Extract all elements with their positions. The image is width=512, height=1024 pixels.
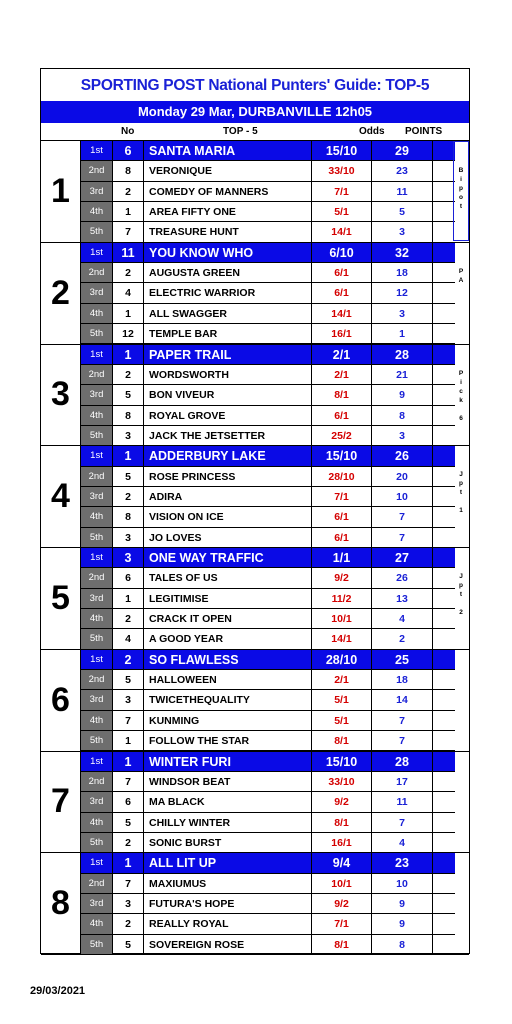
odds-value: 2/1 [311, 345, 371, 364]
horse-name: TALES OF US [149, 572, 218, 585]
runner-number: 11 [112, 243, 144, 262]
points-value: 12 [371, 283, 433, 302]
odds-value: 14/1 [311, 222, 371, 241]
race-block [41, 345, 469, 447]
points-value: 29 [371, 141, 433, 160]
runner-number: 1 [112, 202, 144, 221]
horse-name: COMEDY OF MANNERS [149, 185, 269, 198]
odds-value: 8/1 [311, 935, 371, 954]
column-headers [41, 123, 469, 141]
points-value: 8 [371, 935, 433, 954]
points-value: 9 [371, 914, 433, 933]
horse-name: ALL SWAGGER [149, 307, 227, 320]
runner-number: 8 [112, 161, 144, 180]
table-row [81, 304, 455, 324]
runner-number: 2 [112, 914, 144, 933]
race-number: 3 [41, 345, 81, 446]
bet-type-label [453, 650, 469, 751]
position-label: 2nd [88, 775, 105, 787]
points-value: 8 [371, 406, 433, 425]
table-row [81, 283, 455, 303]
race-number: 2 [41, 243, 81, 344]
runner-number: 2 [112, 365, 144, 384]
points-value: 5 [371, 202, 433, 221]
position-label: 1st [90, 246, 103, 258]
table-row [81, 813, 455, 833]
table-row [81, 202, 455, 222]
position-label: 4th [89, 511, 104, 523]
table-row [81, 161, 455, 181]
table-row [81, 406, 455, 426]
position-label: 4th [89, 918, 104, 930]
table-row [81, 731, 455, 751]
position-label: 5th [89, 836, 104, 848]
odds-value: 7/1 [311, 182, 371, 201]
points-value: 7 [371, 507, 433, 526]
top-pick-row [81, 243, 455, 263]
bet-type-label: J p t 1 [459, 471, 463, 515]
runner-number: 4 [112, 283, 144, 302]
race-block [41, 650, 469, 752]
race-number: 6 [41, 650, 81, 751]
position-label: 3rd [89, 490, 104, 502]
points-value: 20 [371, 467, 433, 486]
points-value: 32 [371, 243, 433, 262]
odds-value: 8/1 [311, 385, 371, 404]
runner-number: 3 [112, 690, 144, 709]
odds-value: 5/1 [311, 711, 371, 730]
position-label: 1st [90, 653, 103, 665]
odds-value: 6/1 [311, 406, 371, 425]
points-value: 3 [371, 222, 433, 241]
footer-date: 29/03/2021 [30, 985, 86, 997]
points-value: 7 [371, 528, 433, 547]
col-no: No [121, 126, 135, 137]
position-label: 2nd [88, 368, 105, 380]
odds-value: 15/10 [311, 446, 371, 465]
points-value: 21 [371, 365, 433, 384]
horse-name: HALLOWEEN [149, 674, 217, 687]
odds-value: 7/1 [311, 914, 371, 933]
points-value: 9 [371, 894, 433, 913]
runner-number: 1 [112, 731, 144, 750]
horse-name: REALLY ROYAL [149, 918, 229, 931]
position-label: 1st [90, 552, 103, 563]
points-value: 18 [371, 670, 433, 689]
points-value: 28 [371, 752, 433, 771]
odds-value: 2/1 [311, 670, 371, 689]
odds-value: 16/1 [311, 833, 371, 852]
points-value: 7 [371, 813, 433, 832]
race-number: 4 [41, 446, 81, 547]
race-block [41, 752, 469, 854]
points-value: 4 [371, 833, 433, 852]
position-label: 1st [90, 450, 103, 462]
odds-value: 9/2 [311, 568, 371, 587]
top-pick-row [81, 853, 455, 873]
runner-number: 5 [112, 813, 144, 832]
horse-name: ELECTRIC WARRIOR [149, 287, 256, 300]
runner-number: 7 [112, 711, 144, 730]
odds-value: 6/1 [311, 283, 371, 302]
odds-value: 10/1 [311, 874, 371, 893]
horse-name: WINTER FURI [149, 754, 231, 769]
table-row [81, 487, 455, 507]
runner-number: 5 [112, 670, 144, 689]
table-row [81, 670, 455, 690]
runner-number: 5 [112, 935, 144, 954]
runner-number: 1 [112, 752, 144, 771]
horse-name: LEGITIMISE [149, 592, 209, 605]
runner-number: 6 [112, 568, 144, 587]
table-row [81, 792, 455, 812]
horse-name: SOVEREIGN ROSE [149, 938, 245, 951]
position-label: 1st [90, 145, 103, 156]
odds-value: 9/2 [311, 792, 371, 811]
position-label: 4th [89, 816, 104, 828]
bet-type-label: P A [458, 267, 464, 284]
table-row [81, 426, 455, 446]
table-row [81, 182, 455, 202]
odds-value: 28/10 [311, 467, 371, 486]
odds-value: 11/2 [311, 589, 371, 608]
table-row [81, 365, 455, 385]
horse-name: FOLLOW THE STAR [149, 735, 250, 748]
horse-name: ONE WAY TRAFFIC [149, 551, 264, 565]
table-row [81, 507, 455, 527]
runner-number: 5 [112, 385, 144, 404]
race-number: 8 [41, 853, 81, 954]
odds-value: 7/1 [311, 487, 371, 506]
runner-number: 1 [112, 345, 144, 364]
position-label: 2nd [88, 572, 105, 584]
odds-value: 9/2 [311, 894, 371, 913]
odds-value: 16/1 [311, 324, 371, 343]
odds-value: 6/1 [311, 263, 371, 282]
top-pick-row [81, 345, 455, 365]
horse-name: PAPER TRAIL [149, 347, 232, 362]
position-label: 2nd [88, 470, 105, 482]
position-label: 4th [89, 206, 104, 218]
runner-number: 1 [112, 589, 144, 608]
horse-name: SO FLAWLESS [149, 652, 239, 667]
runner-number: 2 [112, 182, 144, 201]
table-row [81, 589, 455, 609]
position-label: 5th [89, 938, 104, 950]
odds-value: 25/2 [311, 426, 371, 445]
position-label: 4th [89, 409, 104, 421]
table-row [81, 690, 455, 710]
odds-value: 33/10 [311, 161, 371, 180]
bet-type-label: J p t 2 [459, 573, 463, 616]
runner-number: 2 [112, 609, 144, 628]
page-title: SPORTING POST National Punters' Guide: TOP-5 [80, 77, 430, 94]
odds-value: 15/10 [311, 141, 371, 160]
position-label: 5th [89, 531, 104, 543]
top-pick-row [81, 650, 455, 670]
points-value: 3 [371, 426, 433, 445]
points-value: 25 [371, 650, 433, 669]
position-label: 3rd [89, 185, 104, 197]
odds-value: 10/1 [311, 609, 371, 628]
runner-number: 6 [112, 792, 144, 811]
table-row [81, 772, 455, 792]
horse-name: WORDSWORTH [149, 368, 229, 381]
odds-value: 33/10 [311, 772, 371, 791]
runner-number: 7 [112, 772, 144, 791]
position-label: 5th [89, 735, 104, 747]
runner-number: 1 [112, 853, 144, 872]
odds-value: 1/1 [311, 548, 371, 567]
position-label: 4th [89, 714, 104, 726]
points-value: 11 [371, 792, 433, 811]
horse-name: ADDERBURY LAKE [149, 449, 266, 464]
bet-type-label [453, 752, 469, 853]
top-pick-row [81, 548, 455, 568]
position-label: 1st [90, 755, 103, 767]
points-value: 23 [371, 853, 433, 872]
points-value: 4 [371, 609, 433, 628]
points-value: 7 [371, 711, 433, 730]
runner-number: 3 [112, 548, 144, 567]
runner-number: 5 [112, 467, 144, 486]
position-label: 2nd [88, 877, 105, 889]
horse-name: TREASURE HUNT [149, 226, 239, 239]
position-label: 5th [89, 328, 104, 340]
horse-name: ROSE PRINCESS [149, 470, 236, 483]
points-value: 2 [371, 629, 433, 648]
table-row [81, 385, 455, 405]
position-label: 4th [89, 613, 104, 625]
points-value: 1 [371, 324, 433, 343]
race-block [41, 243, 469, 345]
horse-name: JACK THE JETSETTER [149, 429, 266, 442]
points-value: 10 [371, 487, 433, 506]
horse-name: BON VIVEUR [149, 389, 215, 402]
horse-name: VERONIQUE [149, 165, 213, 178]
meeting-subtitle: Monday 29 Mar, DURBANVILLE 12h05 [41, 101, 469, 123]
points-value: 18 [371, 263, 433, 282]
horse-name: FUTURA'S HOPE [149, 897, 235, 910]
odds-value: 6/1 [311, 507, 371, 526]
position-label: 1st [90, 857, 103, 869]
position-label: 1st [90, 348, 103, 360]
position-label: 2nd [88, 674, 105, 686]
points-value: 9 [371, 385, 433, 404]
horse-name: TEMPLE BAR [149, 328, 218, 341]
points-value: 26 [371, 446, 433, 465]
position-label: 3rd [89, 287, 104, 299]
horse-name: WINDSOR BEAT [149, 775, 231, 788]
bet-type-label: B i p o t [453, 141, 469, 241]
table-row [81, 833, 455, 853]
odds-value: 5/1 [311, 202, 371, 221]
horse-name: TWICETHEQUALITY [149, 694, 250, 707]
horse-name: SONIC BURST [149, 836, 222, 849]
horse-name: SANTA MARIA [149, 144, 236, 158]
odds-value: 5/1 [311, 690, 371, 709]
runner-number: 7 [112, 222, 144, 241]
odds-value: 6/1 [311, 528, 371, 547]
odds-value: 9/4 [311, 853, 371, 872]
table-row [81, 222, 455, 242]
horse-name: JO LOVES [149, 531, 202, 544]
position-label: 5th [89, 633, 104, 645]
horse-name: MAXIUMUS [149, 877, 207, 890]
table-row [81, 324, 455, 344]
horse-name: VISION ON ICE [149, 511, 224, 524]
odds-value: 6/10 [311, 243, 371, 262]
table-row [81, 914, 455, 934]
table-row [81, 894, 455, 914]
table-row [81, 263, 455, 283]
odds-value: 14/1 [311, 629, 371, 648]
points-value: 28 [371, 345, 433, 364]
col-top5: TOP - 5 [223, 126, 258, 137]
top-pick-row [81, 141, 455, 161]
position-label: 2nd [88, 165, 105, 177]
horse-name: CHILLY WINTER [149, 816, 231, 829]
position-label: 4th [89, 307, 104, 319]
points-value: 7 [371, 731, 433, 750]
runner-number: 7 [112, 874, 144, 893]
bet-type-label [453, 853, 469, 954]
runner-number: 8 [112, 507, 144, 526]
points-value: 14 [371, 690, 433, 709]
runner-number: 2 [112, 487, 144, 506]
horse-name: ROYAL GROVE [149, 409, 226, 422]
race-block [41, 548, 469, 650]
odds-value: 14/1 [311, 304, 371, 323]
race-number: 1 [41, 141, 81, 242]
runner-number: 3 [112, 426, 144, 445]
table-row [81, 711, 455, 731]
position-label: 2nd [88, 267, 105, 279]
horse-name: YOU KNOW WHO [149, 245, 254, 260]
points-value: 11 [371, 182, 433, 201]
race-block [41, 853, 469, 955]
odds-value: 8/1 [311, 813, 371, 832]
position-label: 5th [89, 429, 104, 441]
position-label: 3rd [89, 897, 104, 909]
odds-value: 15/10 [311, 752, 371, 771]
position-label: 5th [89, 226, 104, 238]
points-value: 3 [371, 304, 433, 323]
points-value: 23 [371, 161, 433, 180]
runner-number: 3 [112, 528, 144, 547]
runner-number: 2 [112, 833, 144, 852]
table-row [81, 609, 455, 629]
horse-name: ALL LIT UP [149, 856, 217, 871]
runner-number: 6 [112, 141, 144, 160]
points-value: 27 [371, 548, 433, 567]
runner-number: 8 [112, 406, 144, 425]
points-value: 17 [371, 772, 433, 791]
points-value: 26 [371, 568, 433, 587]
race-number: 7 [41, 752, 81, 853]
horse-name: ADIRA [149, 490, 183, 503]
table-row [81, 874, 455, 894]
col-odds: Odds [359, 126, 385, 137]
race-block [41, 141, 469, 243]
runner-number: 2 [112, 263, 144, 282]
horse-name: AREA FIFTY ONE [149, 206, 236, 219]
race-number: 5 [41, 548, 81, 649]
position-label: 3rd [89, 694, 104, 706]
horse-name: KUNMING [149, 714, 200, 727]
punters-guide-table [40, 68, 470, 954]
col-points: POINTS [405, 126, 443, 137]
table-row [81, 629, 455, 649]
horse-name: CRACK IT OPEN [149, 613, 232, 626]
race-block [41, 446, 469, 548]
odds-value: 2/1 [311, 365, 371, 384]
runner-number: 3 [112, 894, 144, 913]
runner-number: 12 [112, 324, 144, 343]
top-pick-row [81, 752, 455, 772]
table-row [81, 467, 455, 487]
runner-number: 1 [112, 446, 144, 465]
odds-value: 8/1 [311, 731, 371, 750]
position-label: 3rd [89, 389, 104, 401]
points-value: 13 [371, 589, 433, 608]
bet-type-label: P i c k 6 [458, 369, 464, 422]
position-label: 3rd [89, 592, 104, 604]
runner-number: 4 [112, 629, 144, 648]
runner-number: 2 [112, 650, 144, 669]
horse-name: MA BLACK [149, 796, 205, 809]
table-row [81, 935, 455, 955]
horse-name: A GOOD YEAR [149, 633, 224, 646]
top-pick-row [81, 446, 455, 466]
odds-value: 28/10 [311, 650, 371, 669]
table-row [81, 528, 455, 548]
horse-name: AUGUSTA GREEN [149, 267, 241, 280]
runner-number: 1 [112, 304, 144, 323]
position-label: 3rd [89, 796, 104, 808]
points-value: 10 [371, 874, 433, 893]
table-row [81, 568, 455, 588]
